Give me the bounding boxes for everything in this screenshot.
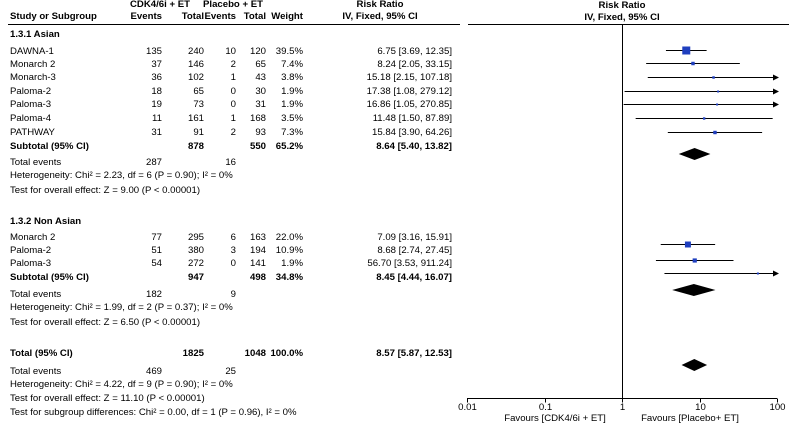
risk-ratio-ci: 15.18 [2.15, 107.18] bbox=[366, 72, 452, 83]
risk-ratio-ci: 56.70 [3.53, 911.24] bbox=[367, 258, 452, 269]
total2: 163 bbox=[249, 232, 266, 243]
total-total1: 1825 bbox=[182, 348, 204, 359]
subtotal-total2: 498 bbox=[249, 272, 266, 283]
study-name: Paloma-3 bbox=[10, 258, 52, 269]
events1: 31 bbox=[151, 127, 162, 138]
events2: 0 bbox=[230, 99, 236, 110]
risk-ratio-header: Risk Ratio bbox=[356, 0, 404, 10]
study-name: Paloma-2 bbox=[10, 245, 52, 256]
study-name: Monarch 2 bbox=[10, 232, 56, 243]
subtotal-weight: 65.2% bbox=[275, 141, 303, 152]
events1: 54 bbox=[151, 258, 162, 269]
subtotal-ci: 8.64 [5.40, 13.82] bbox=[376, 141, 452, 152]
total1: 380 bbox=[187, 245, 204, 256]
total-events1: 182 bbox=[145, 289, 162, 300]
events1: 77 bbox=[151, 232, 162, 243]
ci-arrow bbox=[773, 89, 779, 95]
total2: 65 bbox=[255, 59, 266, 70]
study-point bbox=[713, 131, 716, 134]
study-name: Paloma-3 bbox=[10, 99, 52, 110]
risk-ratio-ci: 6.75 [3.69, 12.35] bbox=[377, 46, 452, 57]
study-name: Monarch 2 bbox=[10, 59, 56, 70]
subgroup-title: 1.3.2 Non Asian bbox=[10, 216, 82, 227]
total-weight: 100.0% bbox=[270, 348, 303, 359]
events1: 18 bbox=[151, 86, 162, 97]
study-name: Monarch-3 bbox=[10, 72, 56, 83]
weight: 22.0% bbox=[275, 232, 303, 243]
total-events1: 469 bbox=[145, 366, 162, 377]
study-point bbox=[691, 62, 694, 65]
subtotal-ci: 8.45 [4.44, 16.07] bbox=[376, 272, 452, 283]
total-events1: 287 bbox=[145, 157, 162, 168]
heterogeneity: Heterogeneity: Chi² = 4.22, df = 9 (P = 0.90); I² = 0% bbox=[10, 379, 233, 390]
ci-arrow bbox=[773, 102, 779, 108]
subtotal-label: Subtotal (95% CI) bbox=[10, 141, 89, 152]
events1: 11 bbox=[152, 113, 162, 124]
subtotal-total1: 878 bbox=[187, 141, 204, 152]
events2-header: Events bbox=[204, 11, 236, 22]
events1: 19 bbox=[151, 99, 162, 110]
total2: 120 bbox=[249, 46, 266, 57]
x-tick-label: 1 bbox=[619, 402, 626, 413]
weight: 3.5% bbox=[281, 113, 303, 124]
overall-effect: Test for overall effect: Z = 6.50 (P < 0.00001) bbox=[10, 317, 201, 328]
subtotal-total2: 550 bbox=[249, 141, 266, 152]
total1: 65 bbox=[193, 86, 204, 97]
events1: 51 bbox=[151, 245, 162, 256]
study-point bbox=[682, 47, 690, 55]
study-name: Paloma-4 bbox=[10, 113, 52, 124]
total-events-label: Total events bbox=[10, 157, 62, 168]
events2: 0 bbox=[230, 86, 236, 97]
total1: 91 bbox=[193, 127, 204, 138]
x-tick-label: 100 bbox=[769, 402, 786, 413]
study-name: Paloma-2 bbox=[10, 86, 52, 97]
ci-arrow bbox=[773, 75, 779, 81]
weight: 1.9% bbox=[281, 99, 303, 110]
total1: 73 bbox=[193, 99, 204, 110]
total2: 30 bbox=[255, 86, 266, 97]
risk-ratio-ci: 17.38 [1.08, 279.12] bbox=[366, 86, 452, 97]
total-ci: 8.57 [5.87, 12.53] bbox=[376, 348, 452, 359]
total-events2: 16 bbox=[225, 157, 236, 168]
total-events-label: Total events bbox=[10, 289, 62, 300]
ci-arrow bbox=[773, 271, 779, 277]
study-point bbox=[712, 76, 714, 78]
risk-ratio-ci: 7.09 [3.16, 15.91] bbox=[377, 232, 452, 243]
total-events-label: Total events bbox=[10, 366, 62, 377]
total1: 161 bbox=[187, 113, 204, 124]
total2: 168 bbox=[249, 113, 266, 124]
risk-ratio-ci: 15.84 [3.90, 64.26] bbox=[371, 127, 452, 138]
events2: 0 bbox=[230, 258, 236, 269]
events2: 3 bbox=[230, 245, 236, 256]
total2-header: Total bbox=[243, 11, 266, 22]
risk-ratio-ci: 11.48 [1.50, 87.89] bbox=[372, 113, 452, 124]
x-tick-label: 0.1 bbox=[538, 402, 553, 413]
weight: 3.8% bbox=[281, 72, 303, 83]
total-events2: 9 bbox=[230, 289, 236, 300]
weight: 39.5% bbox=[275, 46, 303, 57]
total1: 272 bbox=[187, 258, 204, 269]
study-name: PATHWAY bbox=[10, 127, 55, 138]
study-name: DAWNA-1 bbox=[10, 46, 54, 57]
events1: 135 bbox=[145, 46, 162, 57]
total-total2: 1048 bbox=[244, 348, 266, 359]
study-point bbox=[685, 242, 691, 248]
group1-header: CDK4/6i + ET bbox=[130, 0, 190, 10]
heterogeneity: Heterogeneity: Chi² = 2.23, df = 6 (P = 0.90); I² = 0% bbox=[10, 170, 233, 181]
subtotal-label: Subtotal (95% CI) bbox=[10, 272, 89, 283]
x-tick-label: 10 bbox=[695, 402, 706, 413]
weight: 10.9% bbox=[275, 245, 303, 256]
favours-right-label: Favours [Placebo+ ET] bbox=[641, 413, 739, 424]
pooled-diamond bbox=[672, 284, 715, 296]
total-events2: 25 bbox=[225, 366, 236, 377]
events2: 2 bbox=[230, 59, 236, 70]
events2: 2 bbox=[230, 127, 236, 138]
overall-effect: Test for overall effect: Z = 11.10 (P < 0.00001) bbox=[10, 393, 205, 404]
group2-header: Placebo + ET bbox=[203, 0, 263, 10]
total1: 240 bbox=[187, 46, 204, 57]
total-label: Total (95% CI) bbox=[10, 348, 73, 359]
events2: 1 bbox=[230, 72, 236, 83]
weight: 7.3% bbox=[281, 127, 303, 138]
plot-subtitle: IV, Fixed, 95% CI bbox=[584, 12, 660, 23]
events2: 1 bbox=[230, 113, 236, 124]
events1: 36 bbox=[151, 72, 162, 83]
risk-ratio-method-header: IV, Fixed, 95% CI bbox=[342, 11, 418, 22]
weight: 1.9% bbox=[281, 86, 303, 97]
heterogeneity: Heterogeneity: Chi² = 1.99, df = 2 (P = 0.37); I² = 0% bbox=[10, 302, 233, 313]
events1-header: Events bbox=[130, 11, 162, 22]
total2: 31 bbox=[255, 99, 266, 110]
total2: 141 bbox=[249, 258, 266, 269]
subgroup-differences: Test for subgroup differences: Chi² = 0.00, df = 1 (P = 0.96), I² = 0% bbox=[10, 407, 297, 418]
risk-ratio-ci: 16.86 [1.05, 270.85] bbox=[366, 99, 452, 110]
study-column-header: Study or Subgroup bbox=[10, 11, 97, 22]
total2: 93 bbox=[255, 127, 266, 138]
study-point bbox=[693, 258, 697, 262]
events2: 6 bbox=[230, 232, 236, 243]
weight-header: Weight bbox=[271, 11, 303, 22]
study-point bbox=[757, 273, 759, 275]
study-point bbox=[716, 104, 718, 106]
total1: 102 bbox=[187, 72, 204, 83]
favours-left-label: Favours [CDK4/6i + ET] bbox=[504, 413, 606, 424]
overall-effect: Test for overall effect: Z = 9.00 (P < 0.00001) bbox=[10, 185, 201, 196]
risk-ratio-ci: 8.24 [2.05, 33.15] bbox=[377, 59, 452, 70]
total1: 146 bbox=[187, 59, 204, 70]
subtotal-weight: 34.8% bbox=[275, 272, 303, 283]
study-point bbox=[717, 91, 719, 93]
study-point bbox=[703, 117, 705, 119]
pooled-diamond bbox=[679, 148, 711, 160]
plot-title: Risk Ratio bbox=[598, 0, 646, 11]
weight: 1.9% bbox=[281, 258, 303, 269]
subgroup-title: 1.3.1 Asian bbox=[10, 29, 60, 40]
x-tick-label: 0.01 bbox=[458, 402, 477, 413]
weight: 7.4% bbox=[281, 59, 303, 70]
total2: 194 bbox=[249, 245, 266, 256]
subtotal-total1: 947 bbox=[187, 272, 204, 283]
events2: 10 bbox=[225, 46, 236, 57]
pooled-diamond bbox=[682, 359, 708, 371]
total1-header: Total bbox=[181, 11, 204, 22]
risk-ratio-ci: 8.68 [2.74, 27.45] bbox=[377, 245, 452, 256]
total1: 295 bbox=[187, 232, 204, 243]
total2: 43 bbox=[255, 72, 266, 83]
events1: 37 bbox=[151, 59, 162, 70]
